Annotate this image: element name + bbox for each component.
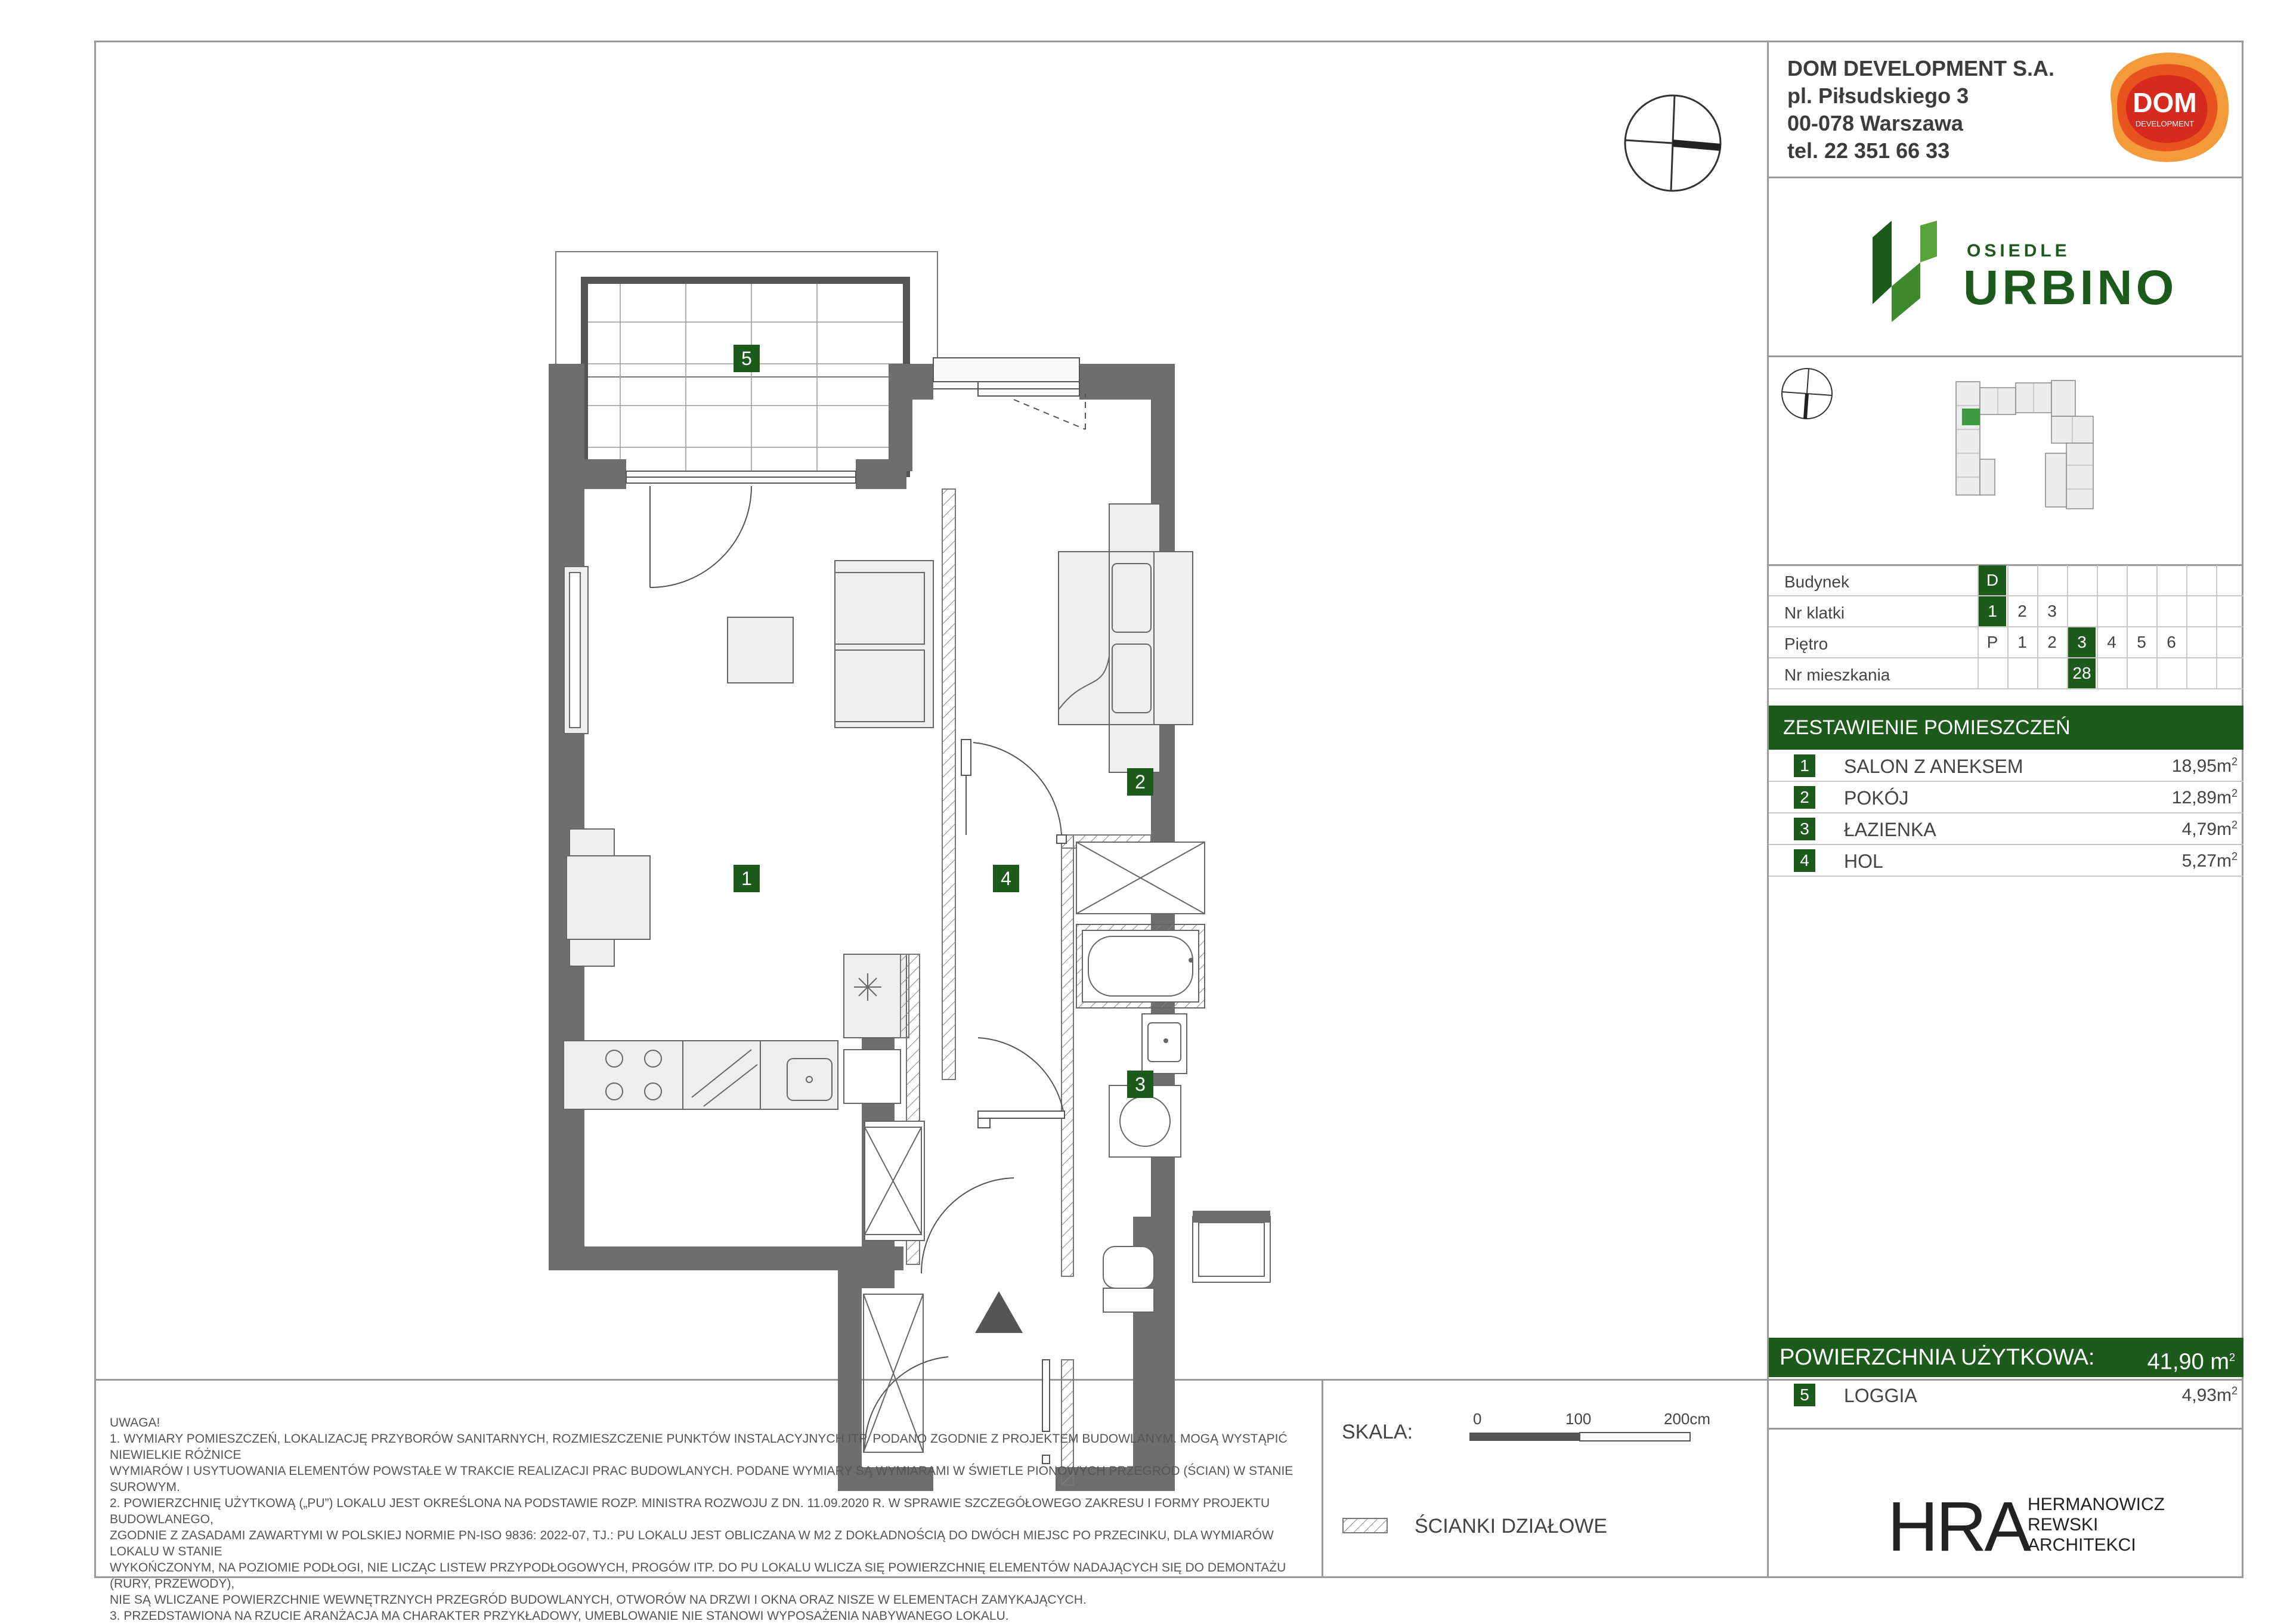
room-number: 3: [1794, 818, 1815, 840]
building-table-cell: [2127, 565, 2155, 595]
entrance-arrow-icon: [975, 1291, 1023, 1336]
building-table-cell: 1: [2007, 627, 2036, 657]
building-table-cell: [2127, 658, 2155, 688]
building-table-cell: [2216, 658, 2245, 688]
building-table-cell: [2037, 565, 2066, 595]
room-area: $18,95m^2$: [2171, 756, 2238, 776]
architect-logo: [1887, 1487, 2198, 1566]
divider-loggia: [1767, 1428, 2243, 1430]
compass-small-icon: [1780, 367, 1834, 423]
building-table-row: [1769, 627, 2243, 658]
building-table-cell: [1978, 658, 2006, 688]
svg-text:DOM: DOM: [2133, 87, 2197, 118]
room-row: [1769, 750, 2243, 782]
scale-label: SKALA:: [1342, 1421, 1413, 1443]
svg-text:0: 0: [1473, 1410, 1482, 1428]
room-name: HOL: [1844, 850, 1883, 872]
building-table-cell: [2067, 565, 2096, 595]
building-table-row: [1769, 565, 2243, 596]
company-address: [1787, 55, 2054, 165]
room-row: [1769, 845, 2243, 877]
dom-development-logo: [2093, 48, 2236, 170]
notes-line: ZGODNIE Z ZASADAMI ZAWARTYMI W POLSKIEJ NORMIE PN-ISO 9836: 2022-07, TJ.: PU LOKALU JEST OBLICZANA W M2 Z DOKŁADNOŚCIĄ DO DWÓCH MIEJSC PO PRZECINKU, DLA WYMIARÓW LOKALU W STANIE: [110, 1529, 1274, 1558]
room-row: [1769, 813, 2243, 845]
building-table-cell: [2156, 596, 2185, 626]
room-row: [1769, 781, 2243, 813]
company-city: 00-078 Warszawa: [1787, 111, 1963, 135]
building-table-cell: [2156, 658, 2185, 688]
legend-hatch-icon: [1342, 1514, 1390, 1541]
building-table-cell: 3: [2067, 627, 2096, 657]
room-area: $4,93m^2$: [2181, 1385, 2238, 1405]
building-table-cell: [2186, 596, 2215, 626]
room-number: 5: [1794, 1384, 1815, 1406]
building-table-cell: [2097, 565, 2125, 595]
room-number: 1: [1794, 754, 1815, 777]
building-table-cell: [2007, 565, 2036, 595]
legend-label: ŚCIANKI DZIAŁOWE: [1415, 1515, 1608, 1538]
svg-text:REWSKI: REWSKI: [2028, 1515, 2099, 1535]
room-area: $5,27m^2$: [2181, 850, 2238, 871]
svg-text:DEVELOPMENT: DEVELOPMENT: [2135, 119, 2195, 128]
notes-title: UWAGA!: [110, 1416, 160, 1430]
building-table-cell: [2037, 658, 2066, 688]
building-table-row: [1769, 658, 2243, 689]
building-table-cell: [2127, 596, 2155, 626]
building-table-label: Nr mieszkania: [1784, 666, 1890, 684]
building-table: [1769, 565, 2243, 689]
notes-line: NIE SĄ WLICZANE POWIERZCHNIE WEWNĘTRZNYCH PRZEGRÓD BUDOWLANYCH, OTWORÓW NA DRZWI I OKNA ORAZ NISZE W ELEMENTACH ZAMYKAJĄCYCH.: [110, 1593, 1087, 1607]
building-table-cell: [2186, 658, 2215, 688]
svg-text:OSIEDLE: OSIEDLE: [1967, 241, 2071, 261]
room-label-bathroom: 3: [1127, 1071, 1153, 1098]
svg-text:200cm: 200cm: [1664, 1410, 1711, 1428]
building-table-cell: [2216, 627, 2245, 657]
building-table-cell: [2007, 658, 2036, 688]
building-table-cell: 3: [2037, 596, 2066, 626]
notes-line: WYMIARÓW I USYTUOWANIA ELEMENTÓW POWSTAŁE W TRAKCIE REALIZACJI PRAC BUDOWLANYCH. PODANE WYMIARY SĄ WYMIARAMI W ŚWIETLE PIONOWYCH PRZEGRÓD (ŚCIAN) W STANIE SUROWYM.: [110, 1464, 1293, 1494]
svg-text:HRA: HRA: [1887, 1487, 2029, 1566]
building-table-label: Nr klatki: [1784, 604, 1845, 622]
room-label-salon: 1: [734, 865, 760, 892]
room-label-loggia: 5: [734, 345, 760, 372]
building-table-cell: [2186, 565, 2215, 595]
room-area: $4,79m^2$: [2181, 819, 2238, 839]
building-table-cell: [2097, 596, 2125, 626]
room-name: POKÓJ: [1844, 787, 1909, 809]
building-table-cell: 4: [2097, 627, 2125, 657]
room-label-bedroom: 2: [1127, 768, 1153, 796]
room-name: ŁAZIENKA: [1844, 819, 1936, 840]
company-name: DOM DEVELOPMENT S.A.: [1787, 56, 2055, 81]
floor-plan: [513, 239, 1372, 1291]
building-table-cell: [2067, 596, 2096, 626]
building-table-cell: 1: [1978, 596, 2006, 626]
compass-icon: [1622, 92, 1723, 197]
rooms-heading: ZESTAWIENIE POMIESZCZEŃ: [1769, 706, 2243, 750]
building-table-cell: 2: [2037, 627, 2066, 657]
divider-logo: [1767, 355, 2243, 357]
divider-header: [1767, 177, 2243, 178]
building-table-cell: [2156, 565, 2185, 595]
notes-line: 3. PRZEDSTAWIONA NA RZUCIE ARANŻACJA MA CHARAKTER PRZYKŁADOWY, UMEBLOWANIE NIE STANOWI WYPOSAŻENIA NABYWANEGO LOKALU.: [110, 1609, 1009, 1623]
building-table-cell: [2216, 565, 2245, 595]
building-table-cell: 2: [2007, 596, 2036, 626]
building-table-cell: [2216, 596, 2245, 626]
notes-block: [110, 1415, 1308, 1624]
building-key-plan: [1944, 376, 2123, 516]
notes-line: WYKOŃCZONYM, NA POZIOMIE PODŁOGI, NIE LICZĄC LISTEW PRZYPODŁOGOWYCH, PROGÓW ITP. DO PU LOKALU WLICZA SIĘ POWIERZCHNIĘ ELEMENTÓW NADAJĄCYCH SIĘ DO DEMONTAŻU (RURY, PRZEWODY),: [110, 1561, 1286, 1591]
svg-text:100: 100: [1565, 1410, 1592, 1428]
room-name: SALON Z ANEKSEM: [1844, 756, 2023, 777]
divider-bottom-mid: [1322, 1379, 1323, 1578]
notes-line: 1. WYMIARY POMIESZCZEŃ, LOKALIZACJĘ PRZYBORÓW SANITARNYCH, ROZMIESZCZENIE PUNKTÓW INSTALACYJNYCH ITP. PODANO ZGODNIE Z PROJEKTEM BUDOWLANYM. MOGĄ WYSTĄPIĆ NIEWIELKIE RÓŻNICE: [110, 1432, 1288, 1462]
room-row-loggia: [1769, 1379, 2243, 1410]
building-table-cell: [2186, 627, 2215, 657]
building-table-cell: 6: [2156, 627, 2185, 657]
company-phone: tel. 22 351 66 33: [1787, 138, 1950, 163]
building-table-label: Budynek: [1784, 573, 1849, 591]
room-name: LOGGIA: [1844, 1385, 1917, 1406]
usable-area-label: POWIERZCHNIA UŻYTKOWA:: [1780, 1345, 2095, 1370]
building-table-cell: 5: [2127, 627, 2155, 657]
svg-text:ARCHITEKCI: ARCHITEKCI: [2028, 1535, 2136, 1555]
osiedle-urbino-logo: [1873, 221, 2178, 325]
svg-text:URBINO: URBINO: [1963, 261, 2178, 315]
svg-text:HERMANOWICZ: HERMANOWICZ: [2028, 1495, 2165, 1514]
room-number: 2: [1794, 786, 1815, 809]
building-table-cell: [2097, 658, 2125, 688]
usable-area-total: [1769, 1338, 2243, 1377]
building-table-label: Piętro: [1784, 635, 1828, 653]
room-label-hall: 4: [993, 865, 1019, 892]
room-area: $12,89m^2$: [2171, 787, 2238, 808]
room-number: 4: [1794, 849, 1815, 872]
building-table-cell: 28: [2067, 658, 2096, 688]
building-table-row: [1769, 596, 2243, 627]
usable-area-value: 41,90 $m^2$: [2147, 1349, 2235, 1375]
building-table-cell: D: [1978, 565, 2006, 595]
building-table-cell: P: [1978, 627, 2006, 657]
notes-line: 2. POWIERZCHNIĘ UŻYTKOWĄ („PU”) LOKALU JEST OKREŚLONA NA PODSTAWIE ROZP. MINISTRA ROZWOJU Z DN. 11.09.2020 R. W SPRAWIE SZCZEGÓŁOWEGO ZAKRESU I FORMY PROJEKTU BUDOWLANEGO,: [110, 1496, 1270, 1526]
scale-bar: [1467, 1409, 1718, 1459]
company-street: pl. Piłsudskiego 3: [1787, 83, 1969, 108]
